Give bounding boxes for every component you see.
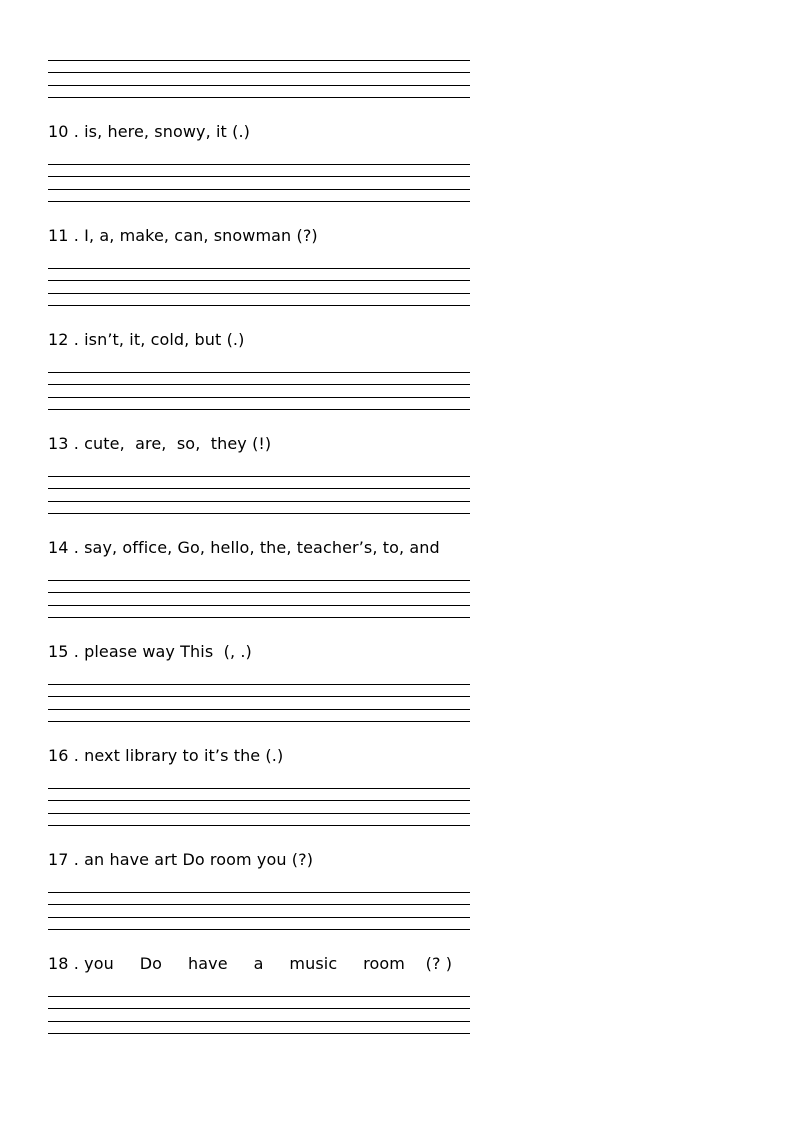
question-15 [48,642,252,662]
answer-line [48,617,470,618]
answer-line [48,384,470,385]
answer-line [48,592,470,593]
answer-line [48,696,470,697]
answer-line [48,605,470,606]
answer-lines-17 [48,892,470,932]
question-separator: . [68,954,85,973]
answer-line [48,176,470,177]
question-11 [48,226,318,246]
answer-line [48,501,470,502]
answer-line [48,409,470,410]
question-number: 15 [48,642,69,661]
answer-line [48,97,470,98]
answer-line [48,476,470,477]
question-17 [48,850,313,870]
question-text: say, office, Go, hello, the, teacher’s, to, and [84,538,440,557]
answer-line [48,1021,470,1022]
question-18 [48,954,452,974]
question-text: is, here, snowy, it (.) [84,122,250,141]
answer-line [48,813,470,814]
answer-line [48,580,470,581]
question-12 [48,330,244,350]
answer-line [48,917,470,918]
question-number: 12 [48,330,69,349]
question-number: 18 [48,954,69,973]
answer-line [48,1008,470,1009]
question-10 [48,122,250,142]
answer-line [48,825,470,826]
question-number: 16 [48,746,69,765]
answer-lines-18 [48,996,470,1036]
question-13 [48,434,271,454]
question-separator: . [68,746,85,765]
question-text: please way This (, .) [84,642,252,661]
question-separator: . [68,330,85,349]
question-separator: . [68,434,85,453]
answer-lines-9 [48,60,470,100]
answer-line [48,800,470,801]
question-separator: . [68,122,85,141]
answer-line [48,1033,470,1034]
question-separator: . [68,642,85,661]
question-14 [48,538,440,558]
answer-lines-15 [48,684,470,724]
answer-line [48,372,470,373]
question-number: 13 [48,434,69,453]
question-separator: . [68,226,85,245]
question-number: 10 [48,122,69,141]
answer-lines-14 [48,580,470,620]
answer-line [48,929,470,930]
question-separator: . [68,850,85,869]
answer-line [48,488,470,489]
answer-line [48,513,470,514]
answer-line [48,397,470,398]
answer-line [48,85,470,86]
question-number: 17 [48,850,69,869]
answer-lines-11 [48,268,470,308]
question-text: cute, are, so, they (!) [84,434,272,453]
question-16 [48,746,283,766]
question-text: you Do have a music room (? ) [84,954,453,973]
answer-lines-12 [48,372,470,412]
question-text: isn’t, it, cold, but (.) [84,330,245,349]
answer-line [48,72,470,73]
question-text: an have art Do room you (?) [84,850,314,869]
question-number: 14 [48,538,69,557]
answer-lines-10 [48,164,470,204]
question-text: next library to it’s the (.) [84,746,284,765]
question-number: 11 [48,226,69,245]
answer-line [48,189,470,190]
question-separator: . [68,538,85,557]
answer-line [48,305,470,306]
answer-line [48,268,470,269]
answer-line [48,280,470,281]
answer-line [48,684,470,685]
question-text: I, a, make, can, snowman (?) [84,226,318,245]
answer-line [48,996,470,997]
answer-lines-16 [48,788,470,828]
answer-line [48,293,470,294]
answer-line [48,788,470,789]
answer-line [48,164,470,165]
answer-lines-13 [48,476,470,516]
answer-line [48,709,470,710]
answer-line [48,60,470,61]
answer-line [48,721,470,722]
answer-line [48,201,470,202]
answer-line [48,892,470,893]
answer-line [48,904,470,905]
